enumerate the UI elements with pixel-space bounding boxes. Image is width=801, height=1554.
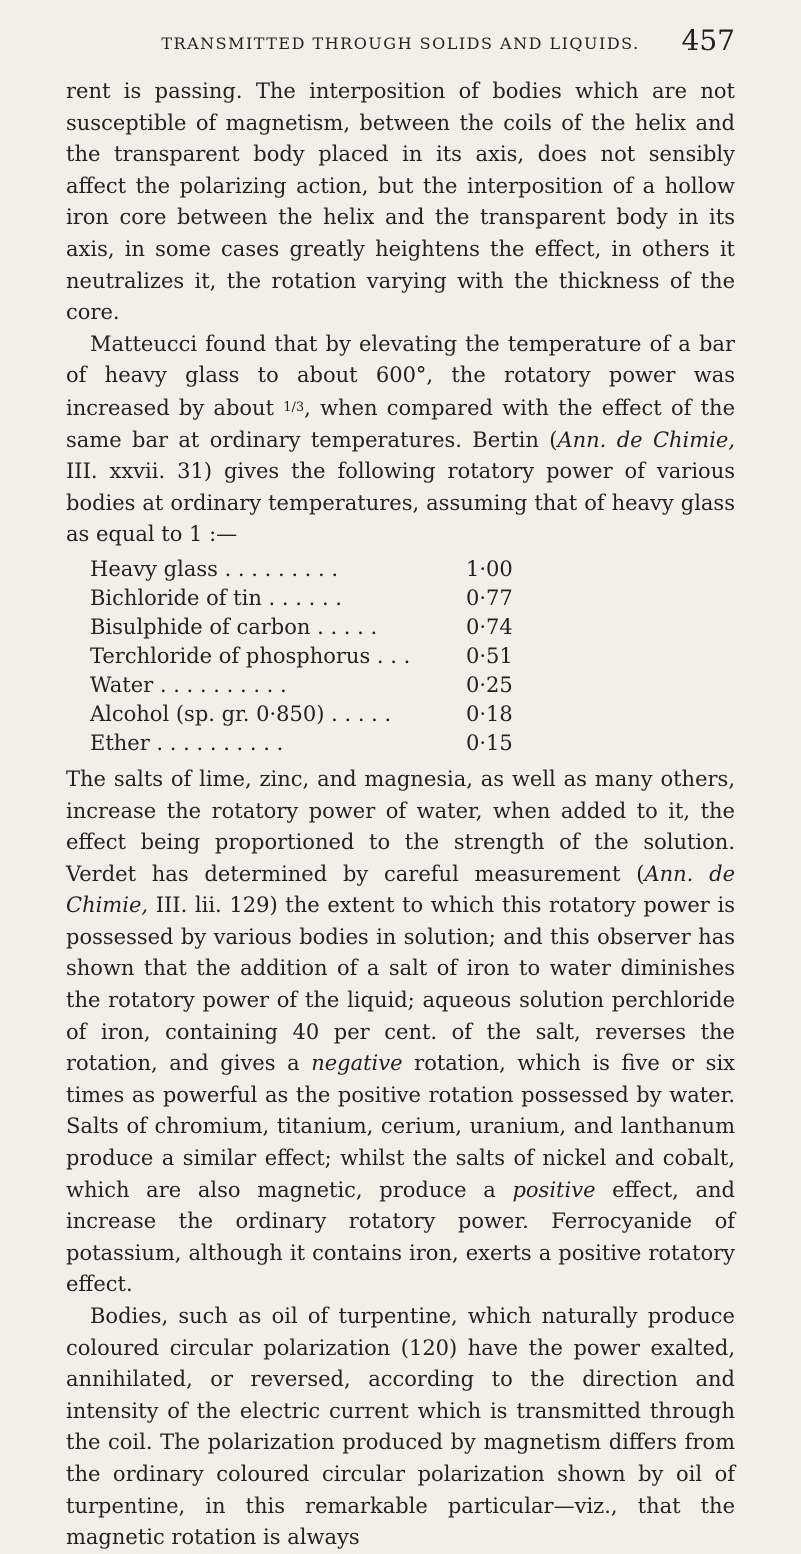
page-header	[66, 24, 735, 64]
table-row: Heavy glass . . . . . . . . . 1·00	[90, 556, 513, 581]
fraction: 1/3	[283, 399, 305, 415]
table-row: Alcohol (sp. gr. 0·850) . . . . . 0·18	[90, 701, 513, 726]
page-number: 457	[681, 24, 735, 57]
paragraph-4: Bodies, such as oil of turpentine, which naturally produce coloured circular polarization (120) have the power exalted, annihilated, or reversed, according to the direction and intensity of the electric current which is transmitted through the coil. The polarization produced by magnetism differs from the ordinary coloured circular polarization shown by oil of turpentine, in this remarkable particular—viz., that the magnetic rotation is always	[66, 1304, 735, 1550]
paragraph-1: rent is passing. The interposition of bodies which are not susceptible of magnetism, between the coils of the helix and the transparent body placed in its axis, does not sensibly affect the polarizing action, but the interposition of a hollow iron core between the helix and the transparent body in its axis, in some cases greatly heightens the effect, in others it neutralizes it, the rotation varying with the thickness of the core.	[66, 79, 735, 325]
table-row: Ether . . . . . . . . . . 0·15	[90, 730, 513, 755]
table-row: Bichloride of tin . . . . . . 0·77	[90, 585, 513, 610]
table-row: Terchloride of phosphorus . . . 0·51	[90, 643, 513, 668]
rotatory-power-table	[90, 555, 530, 758]
table-row: Bisulphide of carbon . . . . . 0·74	[90, 614, 513, 639]
paragraph-2: Matteucci found that by elevating the temperature of a bar of heavy glass to about 600°, the rotatory power was increased by about 1/3, when compared with the effect of the same bar at ordinary temperatures. Bertin (Ann. de Chimie, III. xxvii. 31) gives the following rotatory power of various bodies at ordinary temperatures, assuming that of heavy glass as equal to 1 :—	[66, 331, 735, 547]
paragraph-3: The salts of lime, zinc, and magnesia, as well as many others, increase the rotatory power of water, when added to it, the effect being proportioned to the strength of the solution. Verdet has determined by careful measurement (Ann. de Chimie, III. lii. 129) the extent to which this rotatory power is possessed by various bodies in solution; and this observer has shown that the addition of a salt of iron to water diminishes the rotatory power of the liquid; aqueous solution perchloride of iron, containing 40 per cent. of the salt, reverses the rotation, and gives a negative rotation, which is five or six times as powerful as the positive rotation possessed by water. Salts of chromium, titanium, cerium, uranium, and lanthanum produce a similar effect; whilst the salts of nickel and cobalt, which are also magnetic, produce a positive effect, and increase the ordinary rotatory power. Ferrocyanide of potassium, although it contains iron, exerts a positive rotatory effect.	[66, 766, 736, 1297]
page-body	[66, 76, 735, 1554]
running-title: TRANSMITTED THROUGH SOLIDS AND LIQUIDS.	[161, 34, 640, 53]
table-row: Water . . . . . . . . . . 0·25	[90, 672, 513, 697]
